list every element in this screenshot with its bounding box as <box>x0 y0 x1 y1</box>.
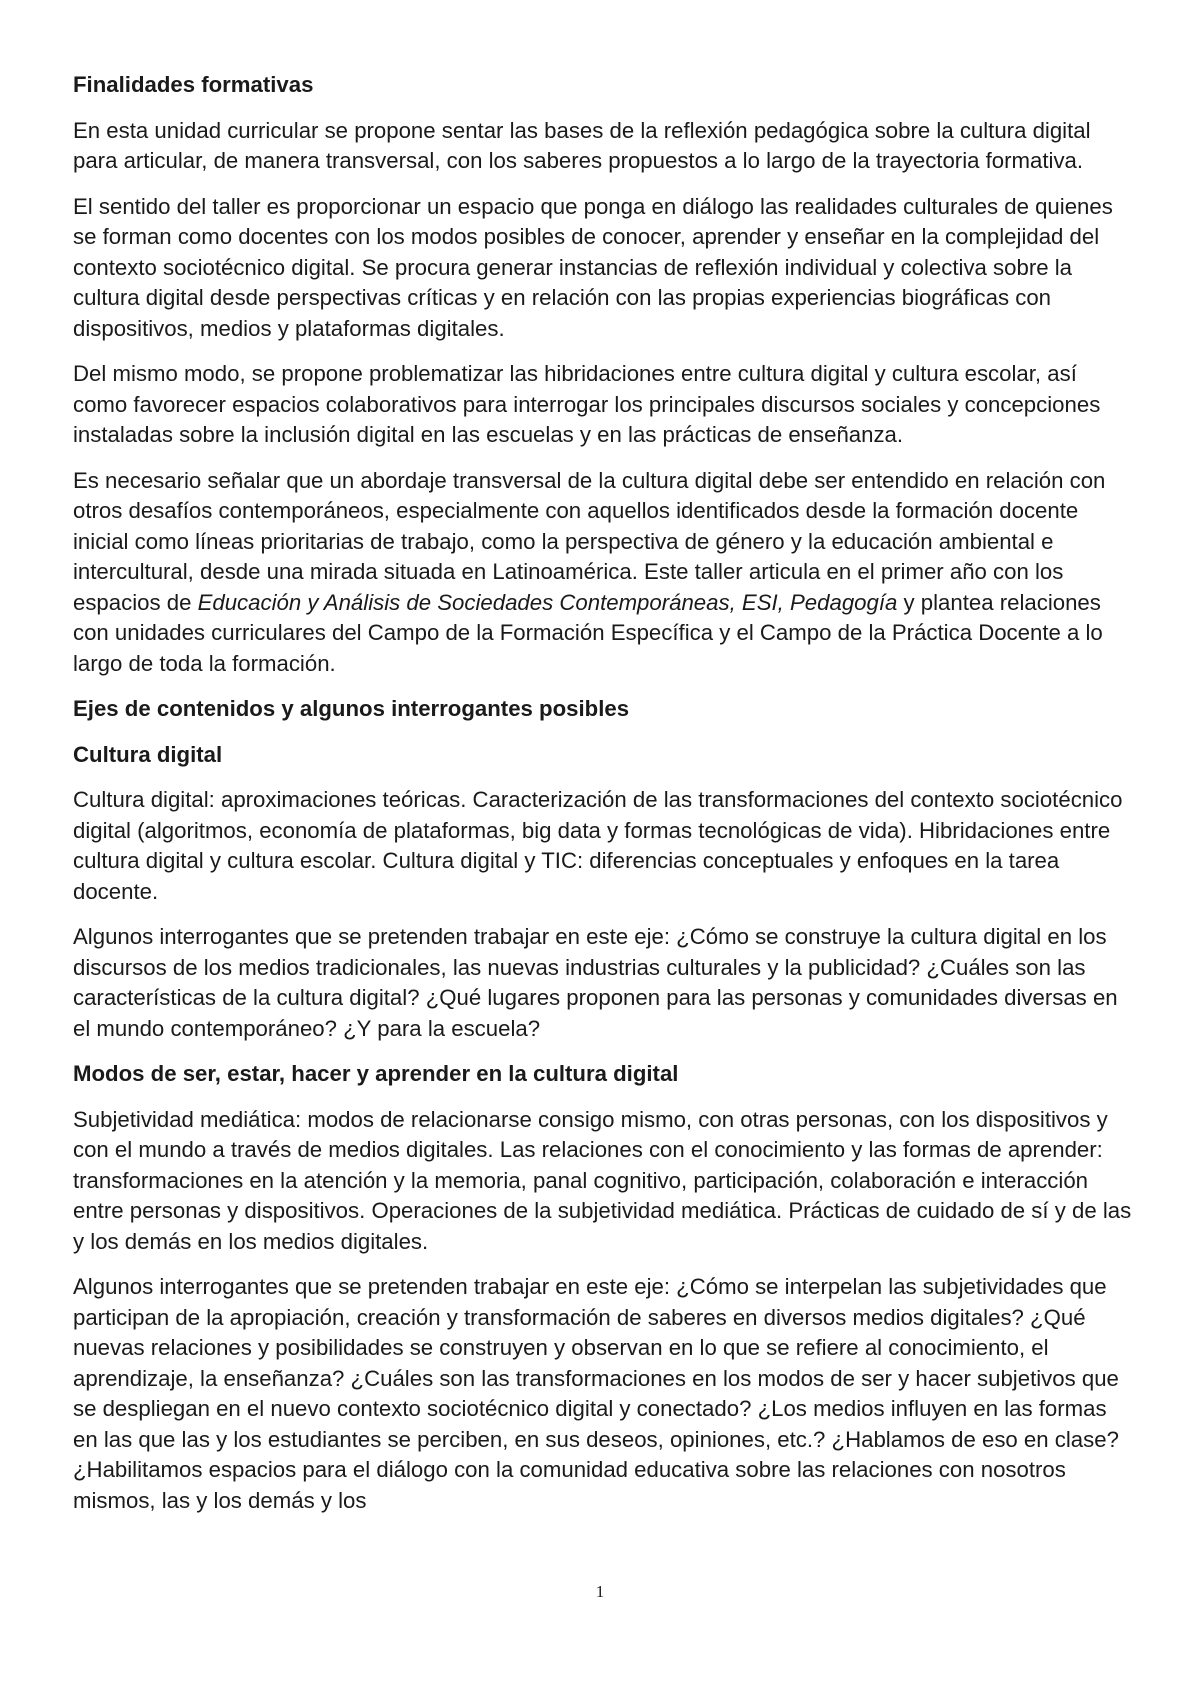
document-page <box>73 70 1137 1531</box>
paragraph-cultura-digital-1: Cultura digital: aproximaciones teóricas. Caracterización de las transformaciones del contexto sociotécnico digital (algoritmos, economía de plataformas, big data y formas tecnológicas de vida). Hibridaciones entre cultura digital y cultura escolar. Cultura digital y TIC: diferencias conceptuales y enfoques en la tarea docente. <box>73 787 1123 904</box>
paragraph-finalidades-4-text-b: y plantea relaciones con unidades curriculares del Campo de la Formación Específica y el Campo de la Práctica Docente a lo largo de toda la formación. <box>73 589 1103 676</box>
heading-finalidades: Finalidades formativas <box>73 72 314 97</box>
paragraph-finalidades-4 <box>73 466 1137 680</box>
heading-ejes: Ejes de contenidos y algunos interrogantes posibles <box>73 696 630 721</box>
paragraph-finalidades-2: El sentido del taller es proporcionar un espacio que ponga en diálogo las realidades culturales de quienes se forman como docentes con los modos posibles de conocer, aprender y enseñar en la complejidad del contexto sociotécnico digital. Se procura generar instancias de reflexión individual y colectiva sobre la cultura digital desde perspectivas críticas y en relación con las propias experiencias biográficas con dispositivos, medios y plataformas digitales. <box>73 193 1113 341</box>
heading-cultura-digital: Cultura digital <box>73 741 223 767</box>
heading-modos: Modos de ser, estar, hacer y aprender en la cultura digital <box>73 1061 679 1086</box>
paragraph-finalidades-3: Del mismo modo, se propone problematizar las hibridaciones entre cultura digital y cultura escolar, así como favorecer espacios colaborativos para interrogar los principales discursos sociales y concepciones instaladas sobre la inclusión digital en las escuelas y en las prácticas de enseñanza. <box>73 361 1101 447</box>
paragraph-cultura-digital-2: Algunos interrogantes que se pretenden trabajar en este eje: ¿Cómo se construye la cultura digital en los discursos de los medios tradicionales, las nuevas industrias culturales y la publicidad? ¿Cuáles son las características de la cultura digital? ¿Qué lugares proponen para las personas y comunidades diversas en el mundo contemporáneo? ¿Y para la escuela? <box>73 924 1118 1041</box>
paragraph-finalidades-4-text-a: Es necesario señalar que un abordaje transversal de la cultura digital debe ser entendido en relación con otros desafíos contemporáneos, especialmente con aquellos identificados desde la formación docente inicial como líneas prioritarias de trabajo, como la perspectiva de género y la educación ambiental e intercultural, desde una mirada situada en Latinoamérica. Este taller articula en el primer año con los espacios de <box>73 467 1106 615</box>
paragraph-modos-2: Algunos interrogantes que se pretenden trabajar en este eje: ¿Cómo se interpelan las subjetividades que participan de la apropiación, creación y transformación de saberes en diversos medios digitales? ¿Qué nuevas relaciones y posibilidades se construyen y observan en lo que se refiere al conocimiento, el aprendizaje, la enseñanza? ¿Cuáles son las transformaciones en los modos de ser y hacer subjetivos que se despliegan en el nuevo contexto sociotécnico digital y conectado? ¿Los medios influyen en las formas en las que las y los estudiantes se perciben, en sus deseos, opiniones, etc.? ¿Hablamos de eso en clase? ¿Habilitamos espacios para el diálogo con la comunidad educativa sobre las relaciones con nosotros mismos, las y los demás y los <box>73 1274 1119 1513</box>
paragraph-modos-1: Subjetividad mediática: modos de relacionarse consigo mismo, con otras personas, con los dispositivos y con el mundo a través de medios digitales. Las relaciones con el conocimiento y las formas de aprender: transformaciones en la atención y la memoria, panal cognitivo, participación, colaboración e interacción entre personas y dispositivos. Operaciones de la subjetividad mediática. Prácticas de cuidado de sí y de las y los demás en los medios digitales. <box>73 1106 1132 1254</box>
paragraph-finalidades-1: En esta unidad curricular se propone sentar las bases de la reflexión pedagógica sobre la cultura digital para articular, de manera transversal, con los saberes propuestos a lo largo de la trayectoria formativa. <box>73 117 1091 173</box>
page-number: 1 <box>595 1582 605 1601</box>
paragraph-finalidades-4-italic: Educación y Análisis de Sociedades Contemporáneas, ESI, Pedagogía <box>197 589 898 615</box>
